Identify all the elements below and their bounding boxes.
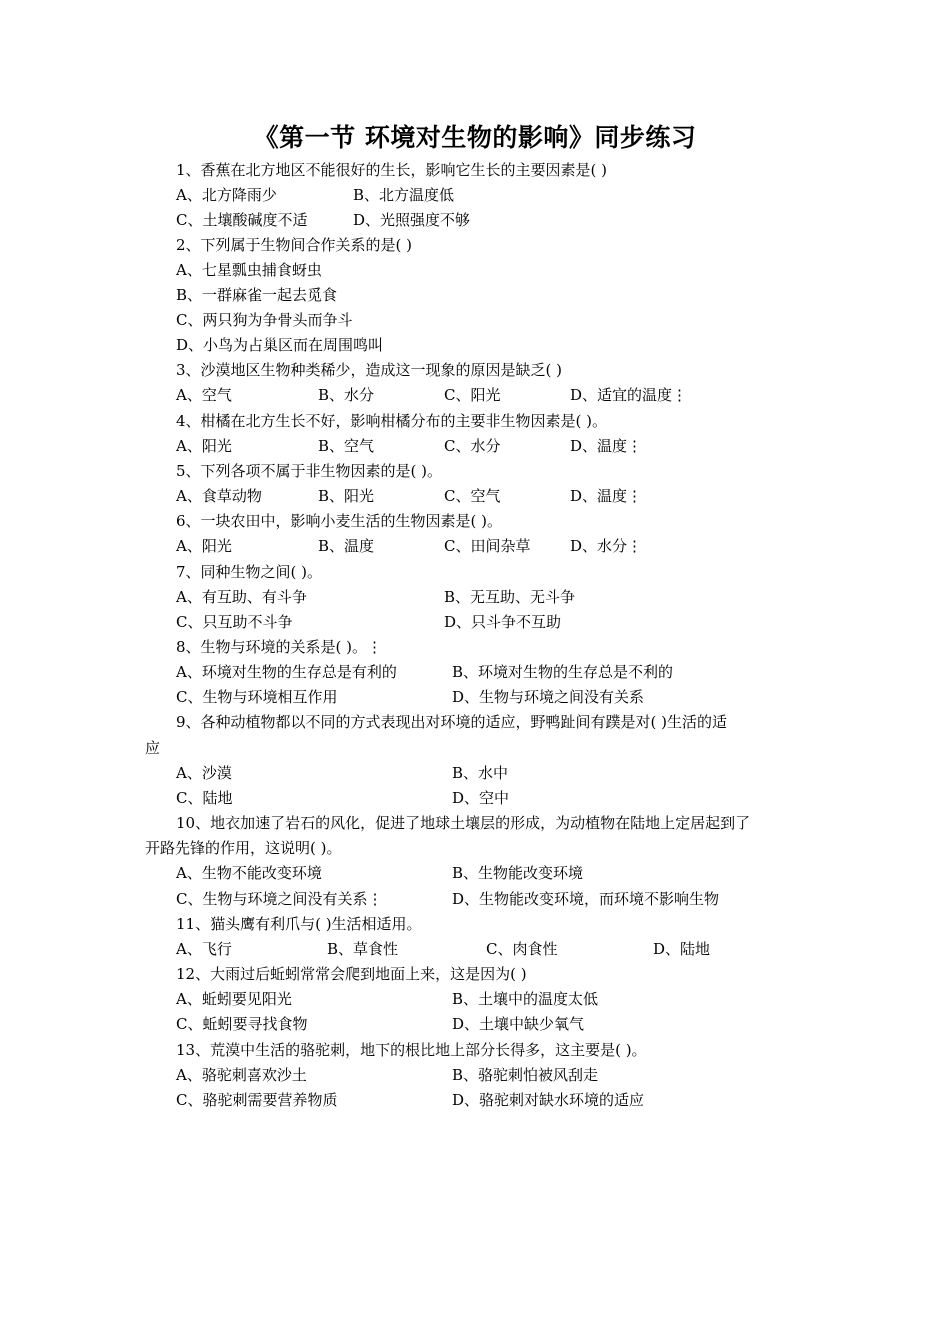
question-10-option-b: B、生物能改变环境	[452, 864, 584, 882]
question-2-option-a: A、七星瓢虫捕食蚜虫	[176, 261, 322, 279]
question-8-option-b: B、环境对生物的生存总是不利的	[452, 663, 674, 681]
question-5-stem: 5、下列各项不属于非生物因素的是( )。	[176, 462, 443, 480]
question-11-option-d: D、陆地	[653, 940, 711, 958]
question-8-option-c: C、生物与环境相互作用	[176, 688, 338, 706]
question-6-option-a: A、阳光	[176, 537, 232, 555]
question-12-option-a: A、蚯蚓要见阳光	[176, 990, 292, 1008]
question-10-option-a: A、生物不能改变环境	[176, 864, 322, 882]
question-11-option-a: A、飞行	[176, 940, 232, 958]
question-12-option-c: C、蚯蚓要寻找食物	[176, 1015, 308, 1033]
question-9-stem-continued: 应	[145, 739, 161, 757]
question-11-option-c: C、肉食性	[486, 940, 558, 958]
question-6-option-b: B、温度	[318, 537, 375, 555]
question-13-option-d: D、骆驼刺对缺水环境的适应	[452, 1091, 645, 1109]
question-13-stem: 13、荒漠中生活的骆驼刺，地下的根比地上部分长得多，这主要是( )。	[176, 1041, 647, 1059]
question-1-stem: 1、香蕉在北方地区不能很好的生长，影响它生长的主要因素是( )	[176, 161, 608, 179]
question-9-option-a: A、沙漠	[176, 764, 232, 782]
question-6-option-c: C、田间杂草	[444, 537, 531, 555]
question-4-option-a: A、阳光	[176, 437, 232, 455]
question-13-option-c: C、骆驼刺需要营养物质	[176, 1091, 338, 1109]
question-2-option-c: C、两只狗为争骨头而争斗	[176, 311, 353, 329]
question-1-option-c: C、土壤酸碱度不适	[176, 211, 308, 229]
question-9-option-b: B、水中	[452, 764, 509, 782]
question-5-option-d: D、温度⋮	[570, 487, 643, 505]
question-12-option-b: B、土壤中的温度太低	[452, 990, 599, 1008]
question-12-stem: 12、大雨过后蚯蚓常常会爬到地面上来，这是因为( )	[176, 965, 527, 983]
question-11-option-b: B、草食性	[327, 940, 399, 958]
question-6-stem: 6、一块农田中，影响小麦生活的生物因素是( )。	[176, 512, 503, 530]
question-5-option-c: C、空气	[444, 487, 501, 505]
question-3-stem: 3、沙漠地区生物种类稀少，造成这一现象的原因是缺乏( )	[176, 361, 563, 379]
question-13-option-a: A、骆驼刺喜欢沙土	[176, 1066, 307, 1084]
question-8-option-d: D、生物与环境之间没有关系	[452, 688, 645, 706]
question-5-option-b: B、阳光	[318, 487, 375, 505]
question-10-stem: 10、地衣加速了岩石的风化，促进了地球土壤层的形成，为动植物在陆地上定居起到了	[176, 814, 751, 832]
question-10-stem-continued: 开路先锋的作用，这说明( )。	[145, 839, 342, 857]
question-1-option-d: D、光照强度不够	[353, 211, 471, 229]
question-4-option-d: D、温度⋮	[570, 437, 643, 455]
question-3-option-c: C、阳光	[444, 386, 501, 404]
question-7-option-c: C、只互助不斗争	[176, 613, 293, 631]
question-12-option-d: D、土壤中缺少氧气	[452, 1015, 585, 1033]
question-2-option-b: B、一群麻雀一起去觅食	[176, 286, 338, 304]
question-8-option-a: A、环境对生物的生存总是有利的	[176, 663, 397, 681]
question-10-option-c: C、生物与环境之间没有关系⋮	[176, 890, 383, 908]
question-10-option-d: D、生物能改变环境，而环境不影响生物	[452, 890, 720, 908]
question-7-option-a: A、有互助、有斗争	[176, 588, 307, 606]
question-9-option-c: C、陆地	[176, 789, 233, 807]
question-9-option-d: D、空中	[452, 789, 510, 807]
question-4-stem: 4、柑橘在北方生长不好，影响柑橘分布的主要非生物因素是( )。	[176, 412, 608, 430]
question-11-stem: 11、猫头鹰有利爪与( )生活相适用。	[176, 915, 422, 933]
question-7-option-d: D、只斗争不互助	[444, 613, 562, 631]
question-2-stem: 2、下列属于生物间合作关系的是( )	[176, 236, 413, 254]
question-1-option-a: A、北方降雨少	[176, 186, 277, 204]
question-13-option-b: B、骆驼刺怕被风刮走	[452, 1066, 599, 1084]
question-4-option-b: B、空气	[318, 437, 375, 455]
question-7-stem: 7、同种生物之间( )。	[176, 563, 323, 581]
question-2-option-d: D、小鸟为占巢区而在周围鸣叫	[176, 336, 384, 354]
question-9-stem: 9、各种动植物都以不同的方式表现出对环境的适应，野鸭趾间有蹼是对( )生活的适	[176, 713, 728, 731]
question-6-option-d: D、水分⋮	[570, 537, 643, 555]
question-8-stem: 8、生物与环境的关系是( )。⋮	[176, 638, 383, 656]
question-3-option-d: D、适宜的温度⋮	[570, 386, 688, 404]
page-title: 《第一节 环境对生物的影响》同步练习	[253, 123, 697, 152]
question-3-option-b: B、水分	[318, 386, 375, 404]
question-1-option-b: B、北方温度低	[353, 186, 455, 204]
question-7-option-b: B、无互助、无斗争	[444, 588, 576, 606]
question-4-option-c: C、水分	[444, 437, 501, 455]
question-5-option-a: A、食草动物	[176, 487, 262, 505]
question-3-option-a: A、空气	[176, 386, 232, 404]
